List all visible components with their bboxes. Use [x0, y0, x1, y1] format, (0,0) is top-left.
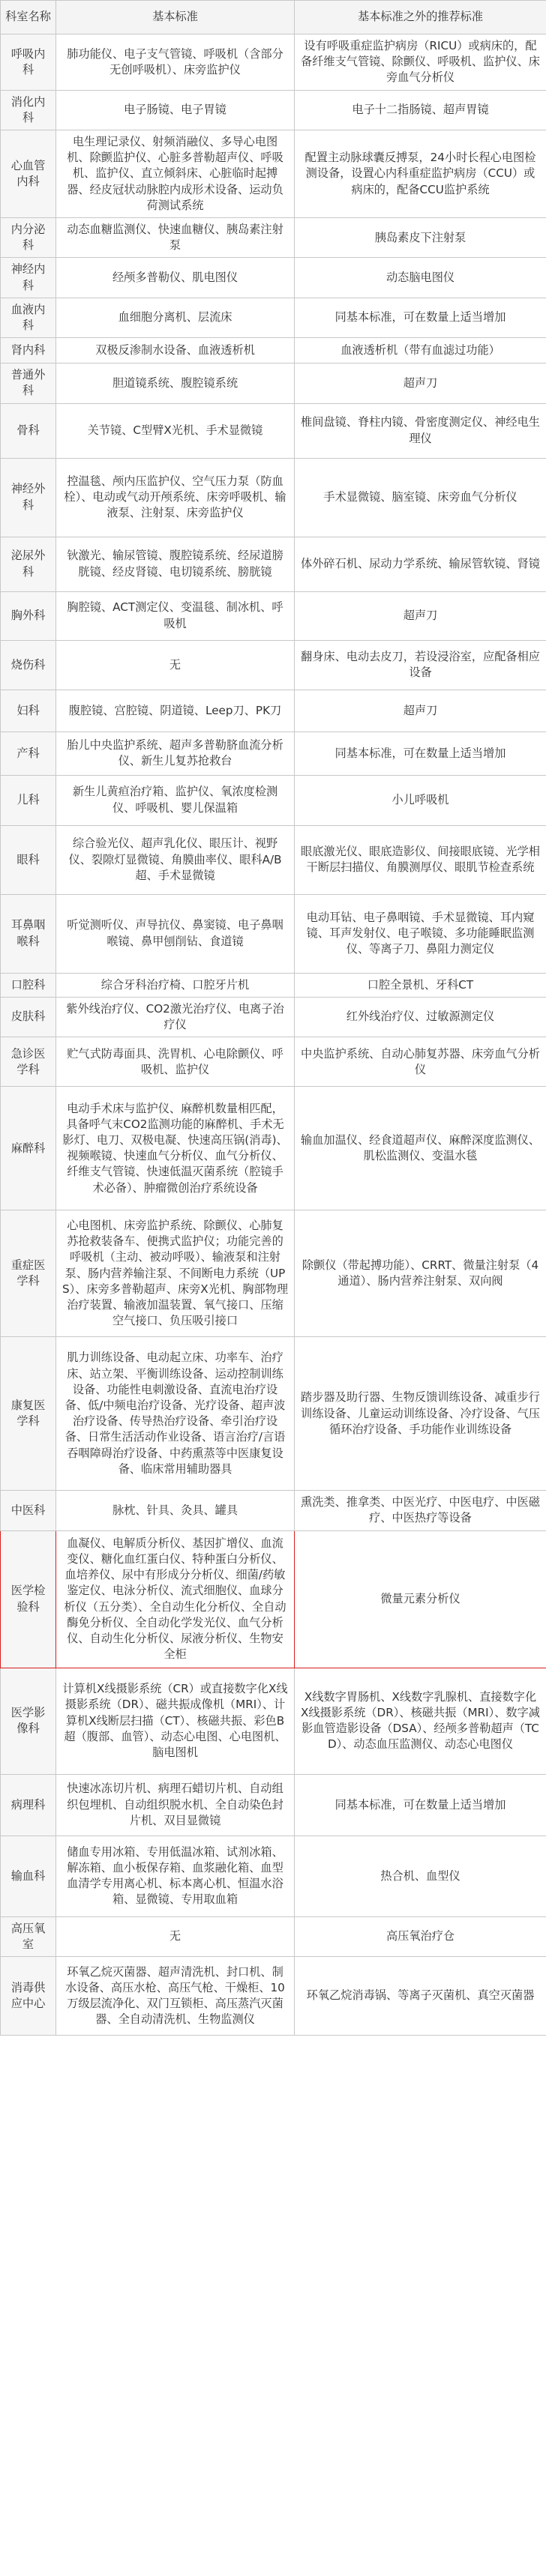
- recommended-standard-cell: 微量元素分析仪: [295, 1530, 546, 1668]
- recommended-standard-cell: 输血加温仪、经食道超声仪、麻醉深度监测仪、肌松监测仪、变温水毯: [295, 1087, 546, 1210]
- department-cell: 神经内科: [1, 258, 56, 298]
- recommended-standard-cell: 电子十二指肠镜、超声胃镜: [295, 90, 546, 130]
- basic-standard-cell: 紫外线治疗仪、CO2激光治疗仪、电离子治疗仪: [56, 997, 295, 1037]
- department-cell: 输血科: [1, 1836, 56, 1916]
- department-cell: 皮肤科: [1, 997, 56, 1037]
- recommended-standard-cell: 熏洗类、推拿类、中医光疗、中医电疗、中医磁疗、中医热疗等设备: [295, 1491, 546, 1530]
- basic-standard-cell: 电子肠镜、电子胃镜: [56, 90, 295, 130]
- table-row: [1, 591, 546, 640]
- basic-standard-cell: 电生理记录仪、射频消融仪、多导心电图机、除颤监护仪、心脏多普勒超声仪、呼吸机、监护仪、直立倾斜床、心脏临时起搏器、经皮冠状动脉腔内成形术设备、运动负荷测试系统: [56, 130, 295, 218]
- table-row: [1, 732, 546, 775]
- table-row: [1, 1836, 546, 1916]
- basic-standard-cell: 环氧乙烷灭菌器、超声清洗机、封口机、制水设备、高压水枪、高压气枪、干燥柜、10万级层流净化、双门互锁柜、高压蒸汽灭菌器、全自动清洗机、生物监测仪: [56, 1957, 295, 2036]
- basic-standard-cell: 血细胞分离机、层流床: [56, 298, 295, 337]
- basic-standard-cell: 脉枕、针具、灸具、罐具: [56, 1491, 295, 1530]
- table-row: [1, 364, 546, 403]
- department-cell: 病理科: [1, 1774, 56, 1836]
- basic-standard-cell: 胆道镜系统、腹腔镜系统: [56, 364, 295, 403]
- recommended-standard-cell: 体外碎石机、尿动力学系统、输尿管软镜、肾镜: [295, 537, 546, 591]
- basic-standard-cell: 经颅多普勒仪、肌电图仪: [56, 258, 295, 298]
- department-cell: 呼吸内科: [1, 34, 56, 91]
- basic-standard-cell: 贮气式防毒面具、洗胃机、心电除颤仪、呼吸机、监护仪: [56, 1037, 295, 1087]
- basic-standard-cell: 血凝仪、电解质分析仪、基因扩增仪、血流变仪、糖化血红蛋白仪、特种蛋白分析仪、血培养仪、尿中有形成分分析仪、细菌/药敏鉴定仪、电泳分析仪、流式细胞仪、血球分析仪（五分类）、全自动生化分析仪、全自动酶免分析仪、全自动化学发光仪、血气分析仪、自动生化分析仪、尿液分析仪、生物安全柜: [56, 1530, 295, 1668]
- table-row: [1, 690, 546, 732]
- table-row: [1, 1037, 546, 1087]
- recommended-standard-cell: 眼底激光仪、眼底造影仪、间接眼底镜、光学相干断层扫描仪、角膜测厚仪、眼肌节检查系统: [295, 825, 546, 894]
- basic-standard-cell: 综合验光仪、超声乳化仪、眼压计、视野仪、裂隙灯显微镜、角膜曲率仪、眼科A/B超、手术显微镜: [56, 825, 295, 894]
- recommended-standard-cell: 高压氧治疗仓: [295, 1916, 546, 1956]
- recommended-standard-cell: 椎间盘镜、脊柱内镜、骨密度测定仪、神经电生理仪: [295, 403, 546, 458]
- department-cell: 消化内科: [1, 90, 56, 130]
- recommended-standard-cell: 配置主动脉球囊反搏泵，24小时长程心电图检测设备，设置心内科重症监护病房（CCU）或病床的，配备CCU监护系统: [295, 130, 546, 218]
- table-row: [1, 1491, 546, 1530]
- department-cell: 普通外科: [1, 364, 56, 403]
- recommended-standard-cell: 踏步器及助行器、生物反馈训练设备、减重步行训练设备、儿童运动训练设备、冷疗设备、气压循环治疗设备、手功能作业训练设备: [295, 1337, 546, 1491]
- department-cell: 儿科: [1, 775, 56, 825]
- recommended-standard-cell: 环氧乙烷消毒锅、等离子灭菌机、真空灭菌器: [295, 1957, 546, 2036]
- table-row: [1, 130, 546, 218]
- header-row: [1, 1, 546, 34]
- basic-standard-cell: 腹腔镜、宫腔镜、阴道镜、Leep刀、PK刀: [56, 690, 295, 732]
- department-cell: 胸外科: [1, 591, 56, 640]
- basic-standard-cell: 新生儿黄疸治疗箱、监护仪、氧浓度检测仪、呼吸机、婴儿保温箱: [56, 775, 295, 825]
- department-cell: 眼科: [1, 825, 56, 894]
- table-row: [1, 90, 546, 130]
- recommended-standard-cell: 电动耳钻、电子鼻咽镜、手术显微镜、耳内窥镜、耳声发射仪、电子喉镜、多功能睡眠监测仪、等离子刀、鼻阻力测定仪: [295, 894, 546, 973]
- basic-standard-cell: 储血专用冰箱、专用低温冰箱、试剂冰箱、解冻箱、血小板保存箱、血浆融化箱、血型血清学专用离心机、标本离心机、恒温水浴箱、显微镜、专用取血箱: [56, 1836, 295, 1916]
- basic-standard-cell: 双极反渗制水设备、血液透析机: [56, 338, 295, 364]
- table-row: [1, 458, 546, 537]
- basic-standard-cell: 肌力训练设备、电动起立床、功率车、治疗床、站立架、平衡训练设备、运动控制训练设备、功能性电刺激设备、直流电治疗设备、低/中频电治疗设备、光疗设备、超声波治疗设备、传导热治疗设备、牵引治疗设备、日常生活活动作业设备、语言治疗/言语吞咽障碍治疗设备、中药熏蒸等中医康复设备、临床常用辅助器具: [56, 1337, 295, 1491]
- department-cell: 麻醉科: [1, 1087, 56, 1210]
- department-cell: 消毒供应中心: [1, 1957, 56, 2036]
- table-row: [1, 298, 546, 337]
- recommended-standard-cell: 超声刀: [295, 591, 546, 640]
- table-row: [1, 218, 546, 258]
- basic-standard-cell: 心电图机、床旁监护系统、除颤仪、心肺复苏抢救装备车、便携式监护仪；功能完善的呼吸机（主动、被动呼吸）、输液泵和注射泵、肠内营养输注泵、不间断电力系统（UPS）、床旁多普勒超声、床旁X光机、胸部物理治疗装置、输液加温装置、氧气接口、压缩空气接口、负压吸引接口: [56, 1210, 295, 1337]
- recommended-standard-cell: X线数字胃肠机、X线数字乳腺机、直接数字化X线摄影系统（DR）、核磁共振（MRI）、数字减影血管造影设备（DSA）、经颅多普勒超声（TCD）、动态血压监测仪、动态心电图仪: [295, 1668, 546, 1774]
- department-cell: 神经外科: [1, 458, 56, 537]
- department-cell: 高压氧室: [1, 1916, 56, 1956]
- recommended-standard-cell: 血液透析机（带有血滤过功能）: [295, 338, 546, 364]
- basic-standard-cell: 计算机X线摄影系统（CR）或直接数字化X线摄影系统（DR）、磁共振成像机（MRI）、计算机X线断层扫描（CT）、核磁共振、彩色B超（腹部、血管）、动态心电图、心电图机、脑电图机: [56, 1668, 295, 1774]
- table-row: [1, 775, 546, 825]
- basic-standard-cell: 钬激光、输尿管镜、腹腔镜系统、经尿道膀胱镜、经皮肾镜、电切镜系统、膀胱镜: [56, 537, 295, 591]
- recommended-standard-cell: 设有呼吸重症监护病房（RICU）或病床的，配备纤维支气管镜、除颤仪、呼吸机、监护仪、床旁血气分析仪: [295, 34, 546, 91]
- department-cell: 康复医学科: [1, 1337, 56, 1491]
- department-cell: 内分泌科: [1, 218, 56, 258]
- table-row: [1, 403, 546, 458]
- recommended-standard-cell: 红外线治疗仪、过敏源测定仪: [295, 997, 546, 1037]
- department-cell: 医学检验科: [1, 1530, 56, 1668]
- department-cell: 中医科: [1, 1491, 56, 1530]
- header-recommended-standard: 基本标准之外的推荐标准: [295, 1, 546, 34]
- table-row: [1, 258, 546, 298]
- basic-standard-cell: 快速冰冻切片机、病理石蜡切片机、自动组织包埋机、自动组织脱水机、全自动染色封片机、双目显微镜: [56, 1774, 295, 1836]
- recommended-standard-cell: 超声刀: [295, 364, 546, 403]
- table-row: [1, 1210, 546, 1337]
- recommended-standard-cell: 热合机、血型仪: [295, 1836, 546, 1916]
- department-cell: 重症医学科: [1, 1210, 56, 1337]
- department-cell: 急诊医学科: [1, 1037, 56, 1087]
- basic-standard-cell: 无: [56, 1916, 295, 1956]
- recommended-standard-cell: 同基本标准，可在数量上适当增加: [295, 732, 546, 775]
- table-row: [1, 1087, 546, 1210]
- department-cell: 肾内科: [1, 338, 56, 364]
- department-cell: 泌尿外科: [1, 537, 56, 591]
- department-cell: 耳鼻咽喉科: [1, 894, 56, 973]
- table-row: [1, 894, 546, 973]
- recommended-standard-cell: 动态脑电图仪: [295, 258, 546, 298]
- basic-standard-cell: 听觉测听仪、声导抗仪、鼻窦镜、电子鼻咽喉镜、鼻甲刨削钻、食道镜: [56, 894, 295, 973]
- table-row: [1, 1668, 546, 1774]
- department-cell: 烧伤科: [1, 640, 56, 690]
- recommended-standard-cell: 同基本标准，可在数量上适当增加: [295, 298, 546, 337]
- table-row: [1, 1530, 546, 1668]
- recommended-standard-cell: 小儿呼吸机: [295, 775, 546, 825]
- header-department: 科室名称: [1, 1, 56, 34]
- basic-standard-cell: 胎儿中央监护系统、超声多普勒脐血流分析仪、新生儿复苏抢救台: [56, 732, 295, 775]
- department-cell: 口腔科: [1, 973, 56, 997]
- basic-standard-cell: 电动手术床与监护仪、麻醉机数量相匹配，具备呼气末CO2监测功能的麻醉机、手术无影灯、电刀、双极电凝、快速高压锅(消毒)、视频喉镜、快速血气分析仪、血气分析仪、纤维支气管镜、快速低温灭菌系统（腔镜手术必备）、肿瘤微创治疗系统设备: [56, 1087, 295, 1210]
- recommended-standard-cell: 胰岛素皮下注射泵: [295, 218, 546, 258]
- basic-standard-cell: 动态血糖监测仪、快速血糖仪、胰岛素注射泵: [56, 218, 295, 258]
- table-row: [1, 338, 546, 364]
- table-row: [1, 973, 546, 997]
- table-row: [1, 34, 546, 91]
- basic-standard-cell: 无: [56, 640, 295, 690]
- table-row: [1, 640, 546, 690]
- table-row: [1, 1916, 546, 1956]
- recommended-standard-cell: 中央监护系统、自动心肺复苏器、床旁血气分析仪: [295, 1037, 546, 1087]
- basic-standard-cell: 胸腔镜、ACT测定仪、变温毯、制冰机、呼吸机: [56, 591, 295, 640]
- recommended-standard-cell: 翻身床、电动去皮刀，若设浸浴室，应配备相应设备: [295, 640, 546, 690]
- recommended-standard-cell: 手术显微镜、脑室镜、床旁血气分析仪: [295, 458, 546, 537]
- department-cell: 医学影像科: [1, 1668, 56, 1774]
- department-cell: 心血管内科: [1, 130, 56, 218]
- table-row: [1, 1957, 546, 2036]
- recommended-standard-cell: 口腔全景机、牙科CT: [295, 973, 546, 997]
- department-cell: 妇科: [1, 690, 56, 732]
- basic-standard-cell: 关节镜、C型臂X光机、手术显微镜: [56, 403, 295, 458]
- basic-standard-cell: 肺功能仪、电子支气管镜、呼吸机（含部分无创呼吸机）、床旁监护仪: [56, 34, 295, 91]
- recommended-standard-cell: 超声刀: [295, 690, 546, 732]
- department-cell: 骨科: [1, 403, 56, 458]
- department-cell: 产科: [1, 732, 56, 775]
- header-basic-standard: 基本标准: [56, 1, 295, 34]
- basic-standard-cell: 综合牙科治疗椅、口腔牙片机: [56, 973, 295, 997]
- recommended-standard-cell: 除颤仪（带起搏功能）、CRRT、微量注射泵（4通道）、肠内营养注射泵、双向阀: [295, 1210, 546, 1337]
- department-cell: 血液内科: [1, 298, 56, 337]
- table-row: [1, 825, 546, 894]
- recommended-standard-cell: 同基本标准，可在数量上适当增加: [295, 1774, 546, 1836]
- basic-standard-cell: 控温毯、颅内压监护仪、空气压力泵（防血栓）、电动或气动开颅系统、床旁呼吸机、输液泵、注射泵、床旁监护仪: [56, 458, 295, 537]
- table-row: [1, 537, 546, 591]
- table-row: [1, 1774, 546, 1836]
- table-row: [1, 1337, 546, 1491]
- table-row: [1, 997, 546, 1037]
